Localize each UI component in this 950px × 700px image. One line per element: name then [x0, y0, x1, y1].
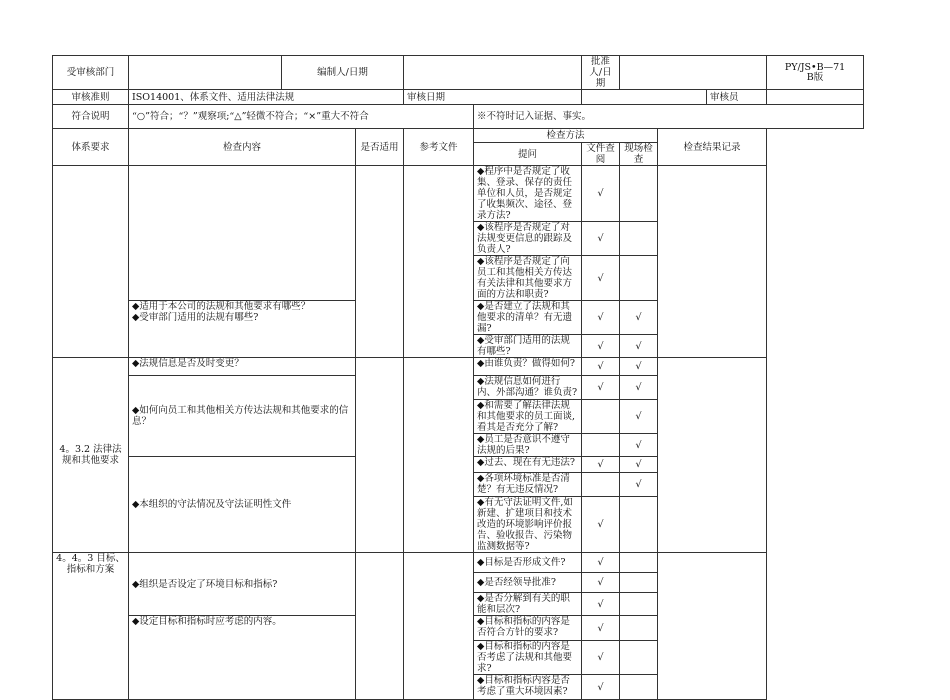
- question-text: ◆过去、现在有无违法?: [474, 457, 582, 473]
- symbols-value: “○”符合；“？”观察项;“△”轻微不符合；“×”重大不符合: [129, 105, 474, 129]
- result-cell[interactable]: [658, 166, 767, 358]
- doc-review-mark: [582, 473, 620, 497]
- site-check-mark: √: [620, 473, 658, 497]
- site-check-mark: [620, 553, 658, 573]
- doc-review-mark: √: [582, 376, 620, 400]
- question-text: ◆员工是否意识不遵守法规的后果?: [474, 434, 582, 457]
- site-check-mark: [620, 641, 658, 675]
- doc-review-mark: √: [582, 358, 620, 376]
- result-cell[interactable]: [658, 358, 767, 553]
- col-applicable: 是否适用: [356, 129, 404, 166]
- site-check-mark: [620, 593, 658, 616]
- col-result: 检查结果记录: [658, 129, 767, 166]
- content-item: ◆如何向员工和其他相关方传达法规和其他要求的信息？: [129, 376, 356, 457]
- site-check-mark: √: [620, 376, 658, 400]
- site-check-mark: [620, 497, 658, 553]
- doc-review-mark: √: [582, 616, 620, 641]
- approver-value[interactable]: [620, 56, 767, 90]
- question-text: ◆是否经领导批准?: [474, 573, 582, 593]
- site-check-mark: [620, 166, 658, 222]
- site-check-mark: [620, 573, 658, 593]
- doc-review-mark: √: [582, 301, 620, 335]
- auditor-label: 审核员: [707, 90, 767, 105]
- content-item: ◆本组织的守法情况及守法证明性文件: [129, 457, 356, 553]
- site-check-mark: [620, 256, 658, 301]
- doc-review-mark: √: [582, 593, 620, 616]
- doc-review-mark: [582, 400, 620, 434]
- content-item: ◆设定目标和指标时应考虑的内容。: [129, 616, 356, 700]
- site-check-mark: [620, 675, 658, 700]
- question-text: ◆该程序是否规定了向员工和其他相关方传达有关法律和其他要求方面的方法和职责?: [474, 256, 582, 301]
- content-item: ◆组织是否设定了环境目标和指标?: [129, 553, 356, 616]
- preparer-value[interactable]: [404, 56, 582, 90]
- ref-docs-cell[interactable]: [404, 166, 474, 358]
- result-cell[interactable]: [658, 553, 767, 700]
- question-text: ◆和需要了解法律法规和其他要求的员工面谈,看其是否充分了解?: [474, 400, 582, 434]
- site-check-mark: √: [620, 457, 658, 473]
- question-text: ◆该程序是否规定了对法规变更信息的跟踪及负责人?: [474, 222, 582, 256]
- question-text: ◆法规信息如何进行内、外部沟通？谁负责?: [474, 376, 582, 400]
- question-text: ◆目标和指标的内容是否符合方针的要求?: [474, 616, 582, 641]
- doc-review-mark: [582, 434, 620, 457]
- auditor-value[interactable]: [767, 90, 864, 105]
- applicable-cell[interactable]: [356, 166, 404, 358]
- doc-review-mark: √: [582, 166, 620, 222]
- content-item: ◆受审部门适用的法规有哪些?: [132, 312, 259, 323]
- question-text: ◆目标和指标的内容是否考虑了法规和其他要求?: [474, 641, 582, 675]
- col-question: 提问: [474, 143, 582, 166]
- dept-label: 受审核部门: [53, 56, 129, 90]
- section-objectives-targets: 4。4。3 目标、指标和方案: [53, 553, 129, 700]
- col-method: 检查方法: [474, 129, 658, 143]
- doc-code: PY/JS•B—71: [784, 61, 846, 73]
- site-check-mark: √: [620, 400, 658, 434]
- doc-review-mark: √: [582, 641, 620, 675]
- system-req-blank: [53, 166, 129, 358]
- site-check-mark: [620, 616, 658, 641]
- site-check-mark: [620, 222, 658, 256]
- audit-date-label: 审核日期: [404, 90, 582, 105]
- doc-review-mark: √: [582, 553, 620, 573]
- doc-review-mark: √: [582, 335, 620, 358]
- applicable-cell[interactable]: [356, 358, 404, 553]
- col-doc-review: 文件查阅: [582, 143, 620, 166]
- question-text: ◆有无守法证明文件,如新建、扩建项目和技术改造的环境影响评价报告、验收报告、污染物监测数据等?: [474, 497, 582, 553]
- doc-review-mark: √: [582, 222, 620, 256]
- doc-code-cell: [767, 56, 864, 90]
- doc-version: B版: [806, 71, 824, 83]
- site-check-mark: √: [620, 434, 658, 457]
- question-text: ◆是否分解到有关的职能和层次?: [474, 593, 582, 616]
- doc-review-mark: √: [582, 256, 620, 301]
- col-ref-docs: 参考文件: [404, 129, 474, 166]
- preparer-label: 编制人/日期: [282, 56, 404, 90]
- section-legal-requirements: 4。3.2 法律法规和其他要求: [53, 358, 129, 553]
- site-check-mark: √: [620, 301, 658, 335]
- audit-date-value[interactable]: [582, 90, 707, 105]
- question-text: ◆各项环境标准是否清楚？有无违反情况?: [474, 473, 582, 497]
- audit-checklist-table: [52, 55, 864, 700]
- doc-review-mark: √: [582, 675, 620, 700]
- question-text: ◆目标和指标内容是否考虑了重大环境因素?: [474, 675, 582, 700]
- applicable-cell[interactable]: [356, 553, 404, 700]
- approver-label: 批准人/日期: [582, 56, 620, 90]
- symbols-label: 符合说明: [53, 105, 129, 129]
- doc-review-mark: √: [582, 573, 620, 593]
- symbols-note: ※不符时记入证据、事实。: [474, 105, 864, 129]
- doc-review-mark: √: [582, 457, 620, 473]
- col-content: 检查内容: [129, 129, 356, 166]
- question-text: ◆受审部门适用的法规有哪些?: [474, 335, 582, 358]
- question-text: ◆程序中是否规定了收集、登录、保存的责任单位和人员，是否规定了收集频次、途径、登录方法?: [474, 166, 582, 222]
- content-item: ◆适用于本公司的法规和其他要求有哪些？: [132, 301, 311, 312]
- content-cell: [129, 301, 356, 358]
- content-item: ◆法规信息是否及时变更？: [129, 358, 356, 376]
- ref-docs-cell[interactable]: [404, 553, 474, 700]
- question-text: ◆由谁负责？做得如何?: [474, 358, 582, 376]
- criteria-label: 审核准则: [53, 90, 129, 105]
- site-check-mark: √: [620, 358, 658, 376]
- criteria-value: ISO14001、体系文件、适用法律法规: [129, 90, 404, 105]
- ref-docs-cell[interactable]: [404, 358, 474, 553]
- site-check-mark: √: [620, 335, 658, 358]
- col-site-check: 现场检查: [620, 143, 658, 166]
- dept-value[interactable]: [129, 56, 282, 90]
- question-text: ◆目标是否形成文件?: [474, 553, 582, 573]
- content-blank: [129, 166, 356, 301]
- col-system-req: 体系要求: [53, 129, 129, 166]
- doc-review-mark: √: [582, 497, 620, 553]
- question-text: ◆是否建立了法规和其他要求的清单？有无遗漏?: [474, 301, 582, 335]
